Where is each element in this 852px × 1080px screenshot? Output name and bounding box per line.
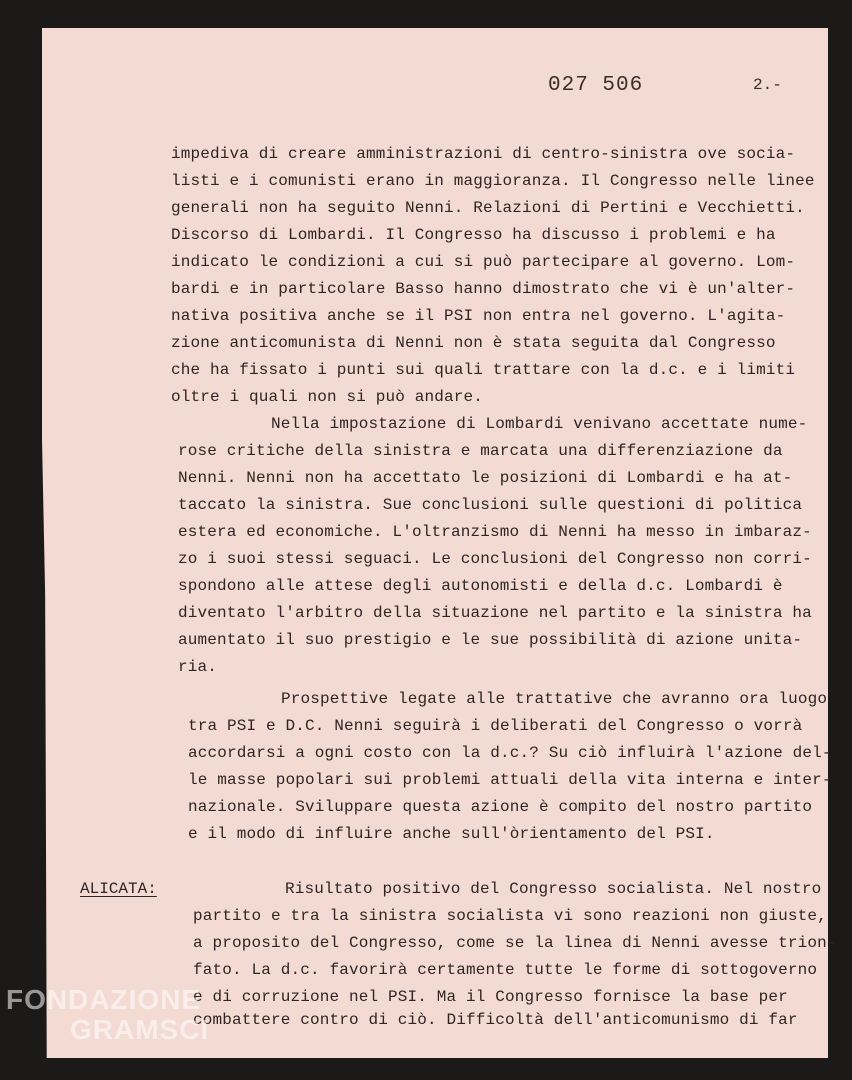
text-line: rose critiche della sinistra e marcata una differenziazione da bbox=[178, 442, 783, 460]
text-line: le masse popolari sui problemi attuali della vita interna e inter- bbox=[188, 771, 832, 789]
watermark-line-2: GRAMSCI bbox=[70, 1014, 210, 1045]
text-line: bardi e in particolare Basso hanno dimostrato che vi è un'alter- bbox=[171, 280, 796, 298]
text-line: zione anticomunista di Nenni non è stata seguita dal Congresso bbox=[171, 334, 776, 352]
archive-watermark bbox=[6, 986, 209, 1044]
text-line: oltre i quali non si può andare. bbox=[171, 388, 484, 406]
text-line: Nenni. Nenni non ha accettato le posizioni di Lombardi e ha at- bbox=[178, 469, 793, 487]
text-line: Nella impostazione di Lombardi venivano accettate nume- bbox=[271, 415, 808, 433]
speaker-label: ALICATA: bbox=[80, 880, 157, 898]
text-line: che ha fissato i punti sui quali trattare con la d.c. e i limiti bbox=[171, 361, 796, 379]
text-line: a proposito del Congresso, come se la linea di Nenni avesse trion- bbox=[193, 934, 837, 952]
text-line: e di corruzione nel PSI. Ma il Congresso fornisce la base per bbox=[193, 988, 788, 1006]
text-line: partito e tra la sinistra socialista vi sono reazioni non giuste, bbox=[193, 907, 827, 925]
text-line: indicato le condizioni a cui si può partecipare al governo. Lom- bbox=[171, 253, 796, 271]
text-line: e il modo di influire anche sull'òrientamento del PSI. bbox=[188, 825, 715, 843]
document-number: 027 506 bbox=[548, 74, 644, 97]
text-line: fato. La d.c. favorirà certamente tutte le forme di sottogoverno bbox=[193, 961, 818, 979]
text-line: estera ed economiche. L'oltranzismo di Nenni ha messo in imbaraz- bbox=[178, 523, 812, 541]
text-line: ria. bbox=[178, 658, 218, 676]
text-line: combattere contro di ciò. Difficoltà dell'anticomunismo di far bbox=[193, 1011, 798, 1029]
text-line: nazionale. Sviluppare questa azione è compito del nostro partito bbox=[188, 798, 813, 816]
text-line: impediva di creare amministrazioni di centro-sinistra ove socia- bbox=[171, 145, 796, 163]
text-line: diventato l'arbitro della situazione nel partito e la sinistra ha bbox=[178, 604, 812, 622]
text-line: Prospettive legate alle trattative che avranno ora luogo bbox=[281, 690, 828, 708]
page-number: 2.- bbox=[753, 76, 782, 94]
text-line: Discorso di Lombardi. Il Congresso ha discusso i problemi e ha bbox=[171, 226, 776, 244]
text-line: spondono alle attese degli autonomisti e della d.c. Lombardi è bbox=[178, 577, 783, 595]
text-line: aumentato il suo prestigio e le sue possibilità di azione unita- bbox=[178, 631, 803, 649]
text-line: taccato la sinistra. Sue conclusioni sulle questioni di politica bbox=[178, 496, 803, 514]
text-line: listi e i comunisti erano in maggioranza. Il Congresso nelle linee bbox=[171, 172, 815, 190]
text-line: tra PSI e D.C. Nenni seguirà i deliberati del Congresso o vorrà bbox=[188, 717, 803, 735]
watermark-line-1: FONDAZIONE bbox=[6, 984, 202, 1015]
text-line: zo i suoi stessi seguaci. Le conclusioni del Congresso non corri- bbox=[178, 550, 812, 568]
text-line: accordarsi a ogni costo con la d.c.? Su ciò influirà l'azione del- bbox=[188, 744, 832, 762]
text-line: nativa positiva anche se il PSI non entra nel governo. L'agita- bbox=[171, 307, 786, 325]
text-line: Risultato positivo del Congresso socialista. Nel nostro bbox=[285, 880, 822, 898]
text-line: generali non ha seguito Nenni. Relazioni di Pertini e Vecchietti. bbox=[171, 199, 805, 217]
